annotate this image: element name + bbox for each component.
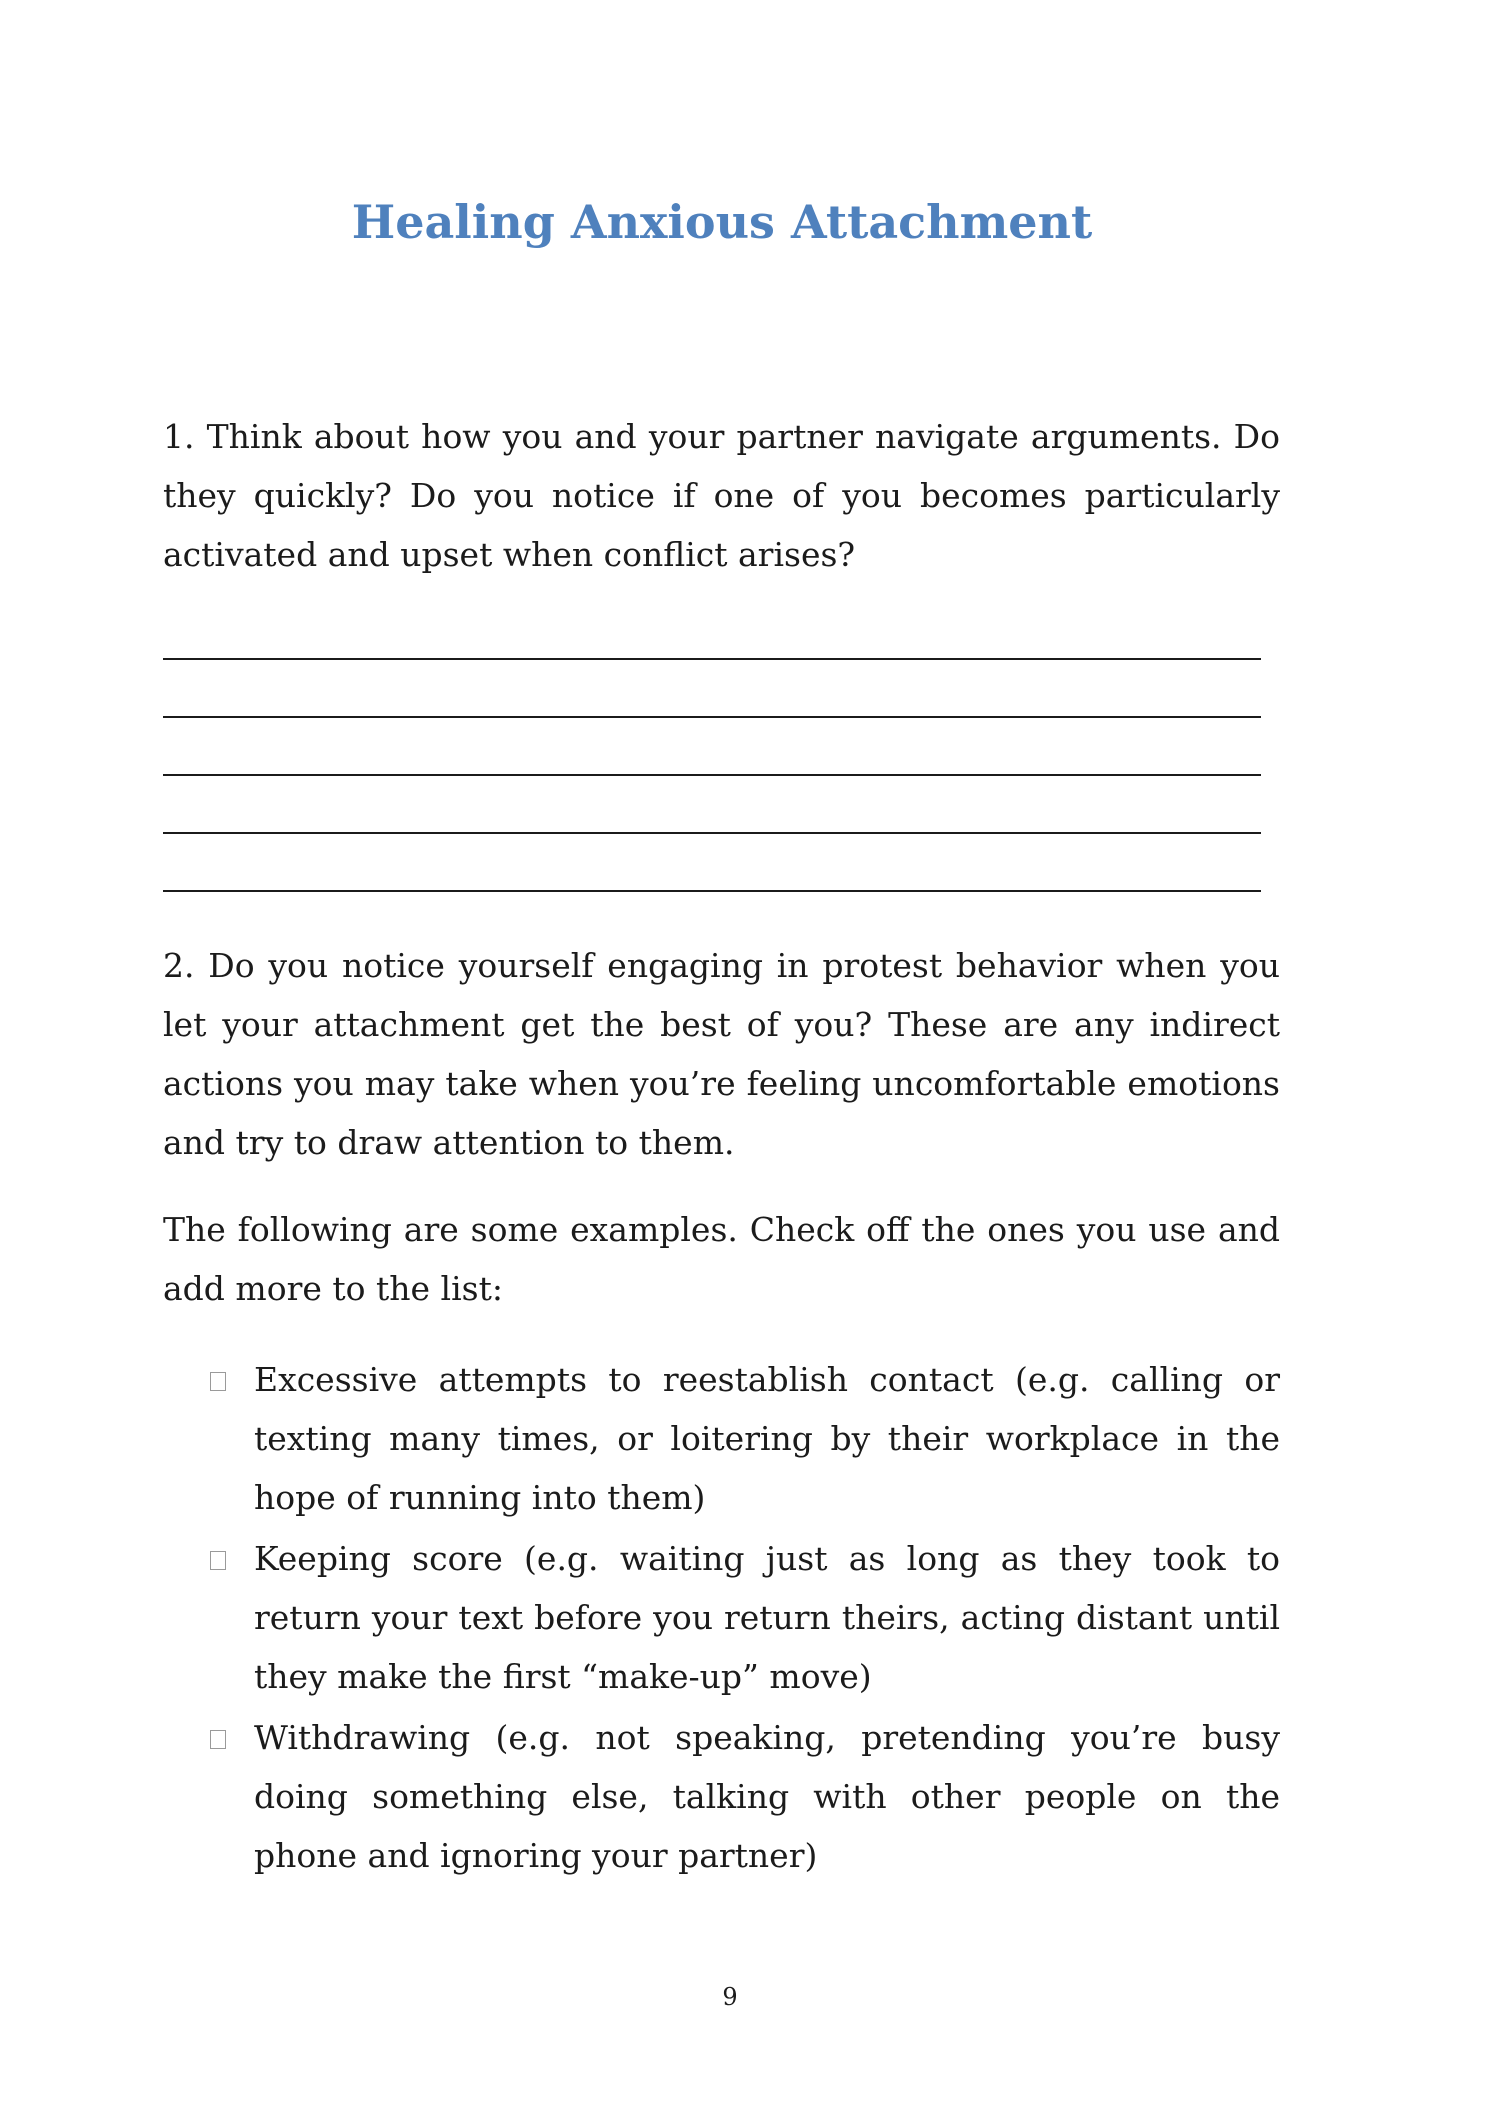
page-number: 9 [722, 1983, 738, 2011]
checkbox[interactable] [210, 1372, 226, 1391]
checklist-item-text: Withdrawing (e.g. not speaking, pretending you’re busy doing something else, talking with other people on the phone and ignoring your partner) [254, 1718, 1280, 1875]
checklist-item-text: Keeping score (e.g. waiting just as long as they took to return your text before you return theirs, acting distant until they make the first “make-up” move) [254, 1539, 1280, 1696]
answer-line[interactable] [163, 832, 1261, 834]
answer-line[interactable] [163, 774, 1261, 776]
checklist-item [163, 1529, 1280, 1706]
checklist [163, 1350, 1280, 1887]
answer-lines [163, 658, 1261, 948]
checkbox[interactable] [210, 1551, 226, 1570]
checklist-intro: The following are some examples. Check off the ones you use and add more to the list: [163, 1210, 1280, 1308]
answer-line[interactable] [163, 658, 1261, 660]
answer-line[interactable] [163, 890, 1261, 892]
question-2: 2. Do you notice yourself engaging in protest behavior when you let your attachment get the best of you? These are any indirect actions you may take when you’re feeling uncomfortable emotions and try to draw attention to them. [163, 946, 1280, 1162]
question-1: 1. Think about how you and your partner navigate arguments. Do they quickly? Do you notice if one of you becomes particularly activated and upset when conflict arises? [163, 417, 1280, 574]
checklist-item-text: Excessive attempts to reestablish contact (e.g. calling or texting many times, or loitering by their workplace in the hope of running into them) [254, 1360, 1280, 1517]
checkbox[interactable] [210, 1730, 226, 1749]
checklist-item [163, 1708, 1280, 1885]
checklist-item [163, 1350, 1280, 1527]
answer-line[interactable] [163, 716, 1261, 718]
page-title: Healing Anxious Attachment [351, 195, 1093, 249]
